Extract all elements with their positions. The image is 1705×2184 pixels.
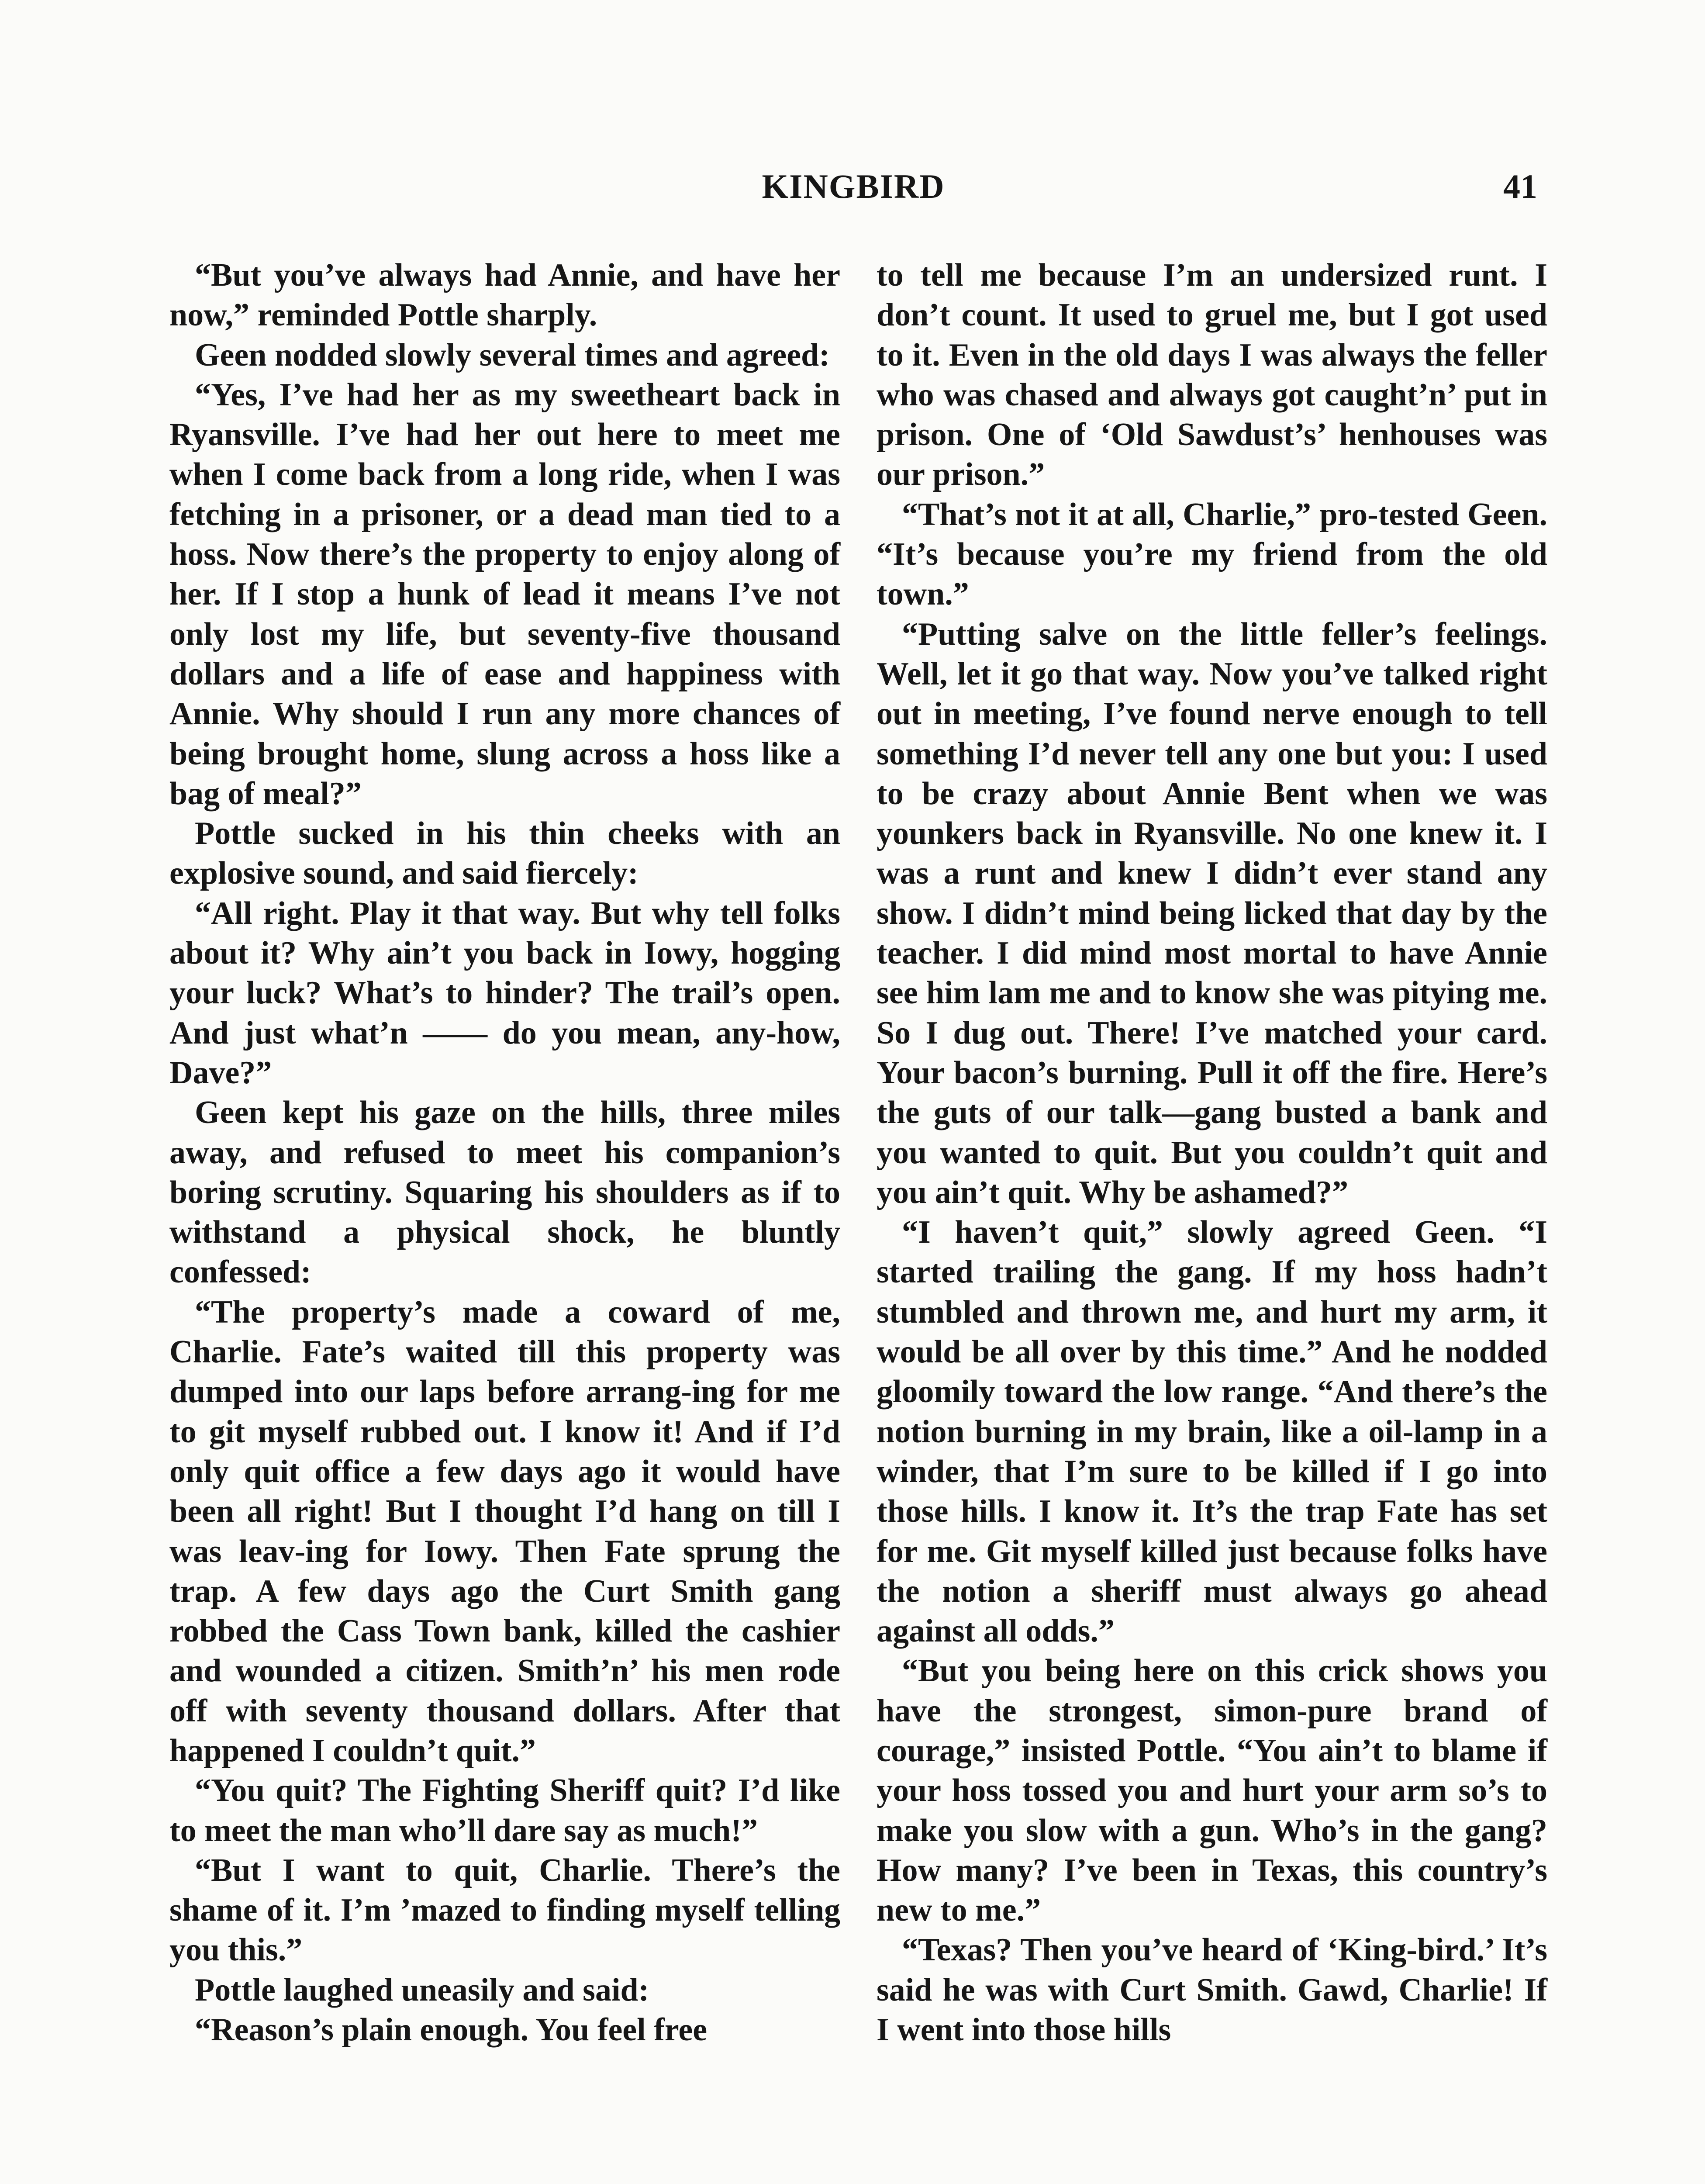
paragraph: to tell me because I’m an undersized runt. I don’t count. It used to gruel me, but I got used to it. Even in the old days I was always the feller who was chased and always got caught’n’ put in prison. One of ‘Old Sawdust’s’ henhouses was our prison.” bbox=[877, 257, 1547, 493]
paragraph: “I haven’t quit,” slowly agreed Geen. “I started trailing the gang. If my hoss hadn’t stumbled and thrown me, and hurt my arm, it would be all over by this time.” And he nodded gloomily toward the low range. “And there’s the notion burning in my brain, like a oil-lamp in a winder, that I’m sure to be killed if I go into those hills. I know it. It’s the trap Fate has set for me. Git myself killed just because folks have the notion a sheriff must always go ahead against all odds.” bbox=[877, 1214, 1547, 1649]
paragraph: Geen nodded slowly several times and agreed: bbox=[195, 337, 830, 373]
left-text-column bbox=[169, 256, 840, 2050]
page-number: 41 bbox=[1503, 167, 1537, 205]
paragraph: “Texas? Then you’ve heard of ‘King-bird.’ It’s said he was with Curt Smith. Gawd, Charlie! If I went into those hills bbox=[877, 1932, 1547, 2048]
paragraph: “But you being here on this crick shows you have the strongest, simon-pure brand of courage,” insisted Pottle. “You ain’t to blame if your hoss tossed you and hurt your arm so’s to make you slow with a gun. Who’s in the gang? How many? I’ve been in Texas, this country’s new to me.” bbox=[877, 1653, 1547, 1928]
right-text-column bbox=[877, 256, 1547, 2050]
paragraph: “Yes, I’ve had her as my sweetheart back in Ryansville. I’ve had her out here to meet me when I come back from a long ride, when I was fetching in a prisoner, or a dead man tied to a hoss. Now there’s the property to enjoy along of her. If I stop a hunk of lead it means I’ve not only lost my life, but seventy-five thousand dollars and a life of ease and happiness with Annie. Why should I run any more chances of being brought home, slung across a hoss like a bag of meal?” bbox=[169, 377, 840, 812]
paragraph: “Putting salve on the little feller’s feelings. Well, let it go that way. Now you’ve talked right out in meeting, I’ve found nerve enough to tell something I’d never tell any one but you: I used to be crazy about Annie Bent when we was younkers back in Ryansville. No one knew it. I was a runt and knew I didn’t ever stand any show. I didn’t mind being licked that day by the teacher. I did mind most mortal to have Annie see him lam me and to know she was pitying me. So I dug out. There! I’ve matched your card. Your bacon’s burning. Pull it off the fire. Here’s the guts of our talk—gang busted a bank and you wanted to quit. But you couldn’t quit and you ain’t quit. Why be ashamed?” bbox=[877, 616, 1547, 1210]
page-header bbox=[169, 167, 1537, 219]
paragraph: Pottle laughed uneasily and said: bbox=[195, 1972, 649, 2008]
running-title: KINGBIRD bbox=[762, 167, 945, 205]
paragraph: “But I want to quit, Charlie. There’s the shame of it. I’m ’mazed to finding myself telling you this.” bbox=[169, 1852, 840, 1968]
paragraph: Geen kept his gaze on the hills, three miles away, and refused to meet his companion’s boring scrutiny. Squaring his shoulders as if to withstand a physical shock, he bluntly confessed: bbox=[169, 1095, 840, 1290]
paragraph: “The property’s made a coward of me, Charlie. Fate’s waited till this property was dumped into our laps before arrang-ing for me to git myself rubbed out. I know it! And if I’d only quit office a few days ago it would have been all right! But I thought I’d hang on till I was leav-ing for Iowy. Then Fate sprung the trap. A few days ago the Curt Smith gang robbed the Cass Town bank, killed the cashier and wounded a citizen. Smith’n’ his men rode off with seventy thousand dollars. After that happened I couldn’t quit.” bbox=[169, 1294, 840, 1769]
paragraph: “But you’ve always had Annie, and have her now,” reminded Pottle sharply. bbox=[169, 257, 840, 333]
paragraph: “You quit? The Fighting Sheriff quit? I’d like to meet the man who’ll dare say as much!” bbox=[169, 1773, 840, 1849]
paragraph: “All right. Play it that way. But why tell folks about it? Why ain’t you back in Iowy, hogging your luck? What’s to hinder? The trail’s open. And just what’n —— do you mean, any-how, Dave?” bbox=[169, 895, 840, 1091]
paragraph: “Reason’s plain enough. You feel free bbox=[195, 2012, 708, 2048]
paragraph: “That’s not it at all, Charlie,” pro-tested Geen. “It’s because you’re my friend from the old town.” bbox=[877, 496, 1547, 612]
paragraph: Pottle sucked in his thin cheeks with an explosive sound, and said fiercely: bbox=[169, 816, 840, 892]
